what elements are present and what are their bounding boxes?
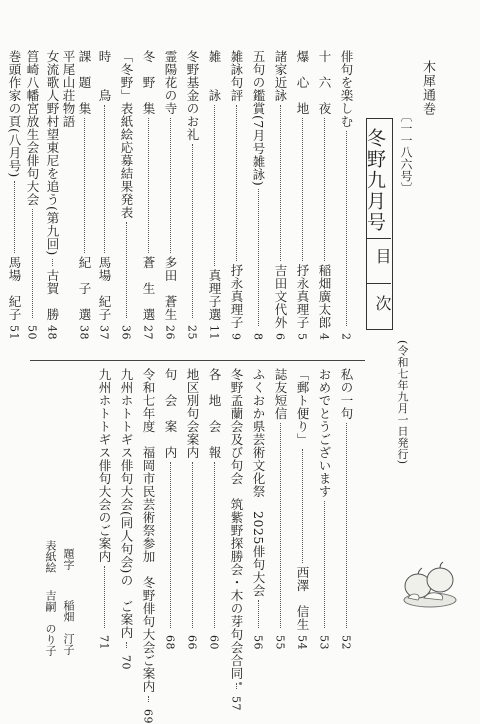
section-divider: [30, 360, 365, 361]
toc-entry[interactable]: 令和七年度 福岡市民芸術祭参加 冬野俳句大会ご案内 69: [141, 368, 156, 724]
credit-cover-name: 吉嗣 のり子: [44, 590, 57, 656]
toc-entry[interactable]: 句 会 案 内 68: [163, 368, 178, 650]
toc-entry[interactable]: 時 鳥 馬場 紀子 37: [97, 50, 112, 340]
toc-entry[interactable]: 冬野基金のお礼 25: [185, 50, 200, 340]
toc-entry[interactable]: 「冬野」表紙絵応募結果発表 36: [119, 50, 134, 340]
credit-cover-label: 表紙絵: [44, 540, 57, 573]
publication-date: (令和七年九月一日発行): [396, 340, 409, 465]
toc-entry[interactable]: 霊陽花の寺 多田 蒼生 26: [163, 50, 178, 340]
contents-label-moku: 目: [373, 248, 392, 264]
toc-entry[interactable]: 五句の鑑賞(7月号雑詠) 8: [251, 50, 266, 340]
toc-entry[interactable]: 巻頭作家の頁(八月号) 馬場 紀子 51: [7, 50, 22, 340]
toc-entry[interactable]: 十 六 夜 稲畑廣太郎 4: [317, 50, 332, 340]
title-divider: [367, 238, 391, 239]
page-mark: [239, 682, 242, 685]
toc-entry[interactable]: 冬 野 集 蒼 生 選 27: [141, 50, 156, 340]
credit-title-name: 稲畑 汀子: [62, 600, 75, 655]
apple-illustration-icon: [396, 558, 460, 610]
credit-title-label: 題字: [62, 548, 75, 570]
toc-entry[interactable]: 「郵ト便り」 西澤 信生 54: [295, 368, 310, 650]
toc-entry[interactable]: 九州ホトトギス俳句大会(同人句会)の ご案内 70: [119, 368, 134, 670]
toc-entry[interactable]: ふくおか県芸術文化祭 2025俳句大会 56: [251, 368, 266, 650]
toc-entry[interactable]: 平尾山荘物語: [61, 50, 76, 128]
toc-entry[interactable]: 冬野孟蘭会及び句会 筑紫野探勝会・木の芽句会合同 57: [229, 368, 244, 711]
volume-label: 木犀通巻: [420, 60, 435, 116]
toc-entry[interactable]: 諸家近詠 吉田文代外 6: [273, 50, 288, 340]
title-divider-2: [367, 283, 391, 284]
toc-entry[interactable]: 地区別句会案内 66: [185, 368, 200, 650]
toc-entry[interactable]: 九州ホトトギス俳句大会のご案内 71: [97, 368, 112, 650]
toc-entry[interactable]: 課 題 集 紀 子 選 38: [77, 50, 92, 340]
toc-entry[interactable]: おめでとうございます 53: [317, 368, 332, 650]
toc-entry[interactable]: 誌友短信 55: [273, 368, 288, 650]
toc-entry[interactable]: 雑 詠 真理子選 11: [207, 50, 222, 340]
toc-entry[interactable]: 筥崎八幡宮放生会俳句大会 50: [25, 50, 40, 340]
toc-entry[interactable]: 私の一句 52: [339, 368, 354, 650]
toc-entry[interactable]: 爆 心 地 抒永真理子 5: [295, 50, 310, 340]
issue-number: 〔一一八六号〕: [399, 110, 413, 194]
contents-label-tsugi: 次: [373, 295, 392, 311]
toc-entry[interactable]: 雑詠句評 抒永真理子 9: [229, 50, 244, 340]
toc-entry[interactable]: 女流歌人野村望東尼を追う(第九回) 古賀 勝 48: [45, 50, 60, 340]
magazine-title: 冬野九月号: [364, 128, 386, 233]
toc-entry[interactable]: 各 地 会 報 60: [207, 368, 222, 650]
toc-entry[interactable]: 俳句を楽しむ 2: [339, 50, 354, 340]
